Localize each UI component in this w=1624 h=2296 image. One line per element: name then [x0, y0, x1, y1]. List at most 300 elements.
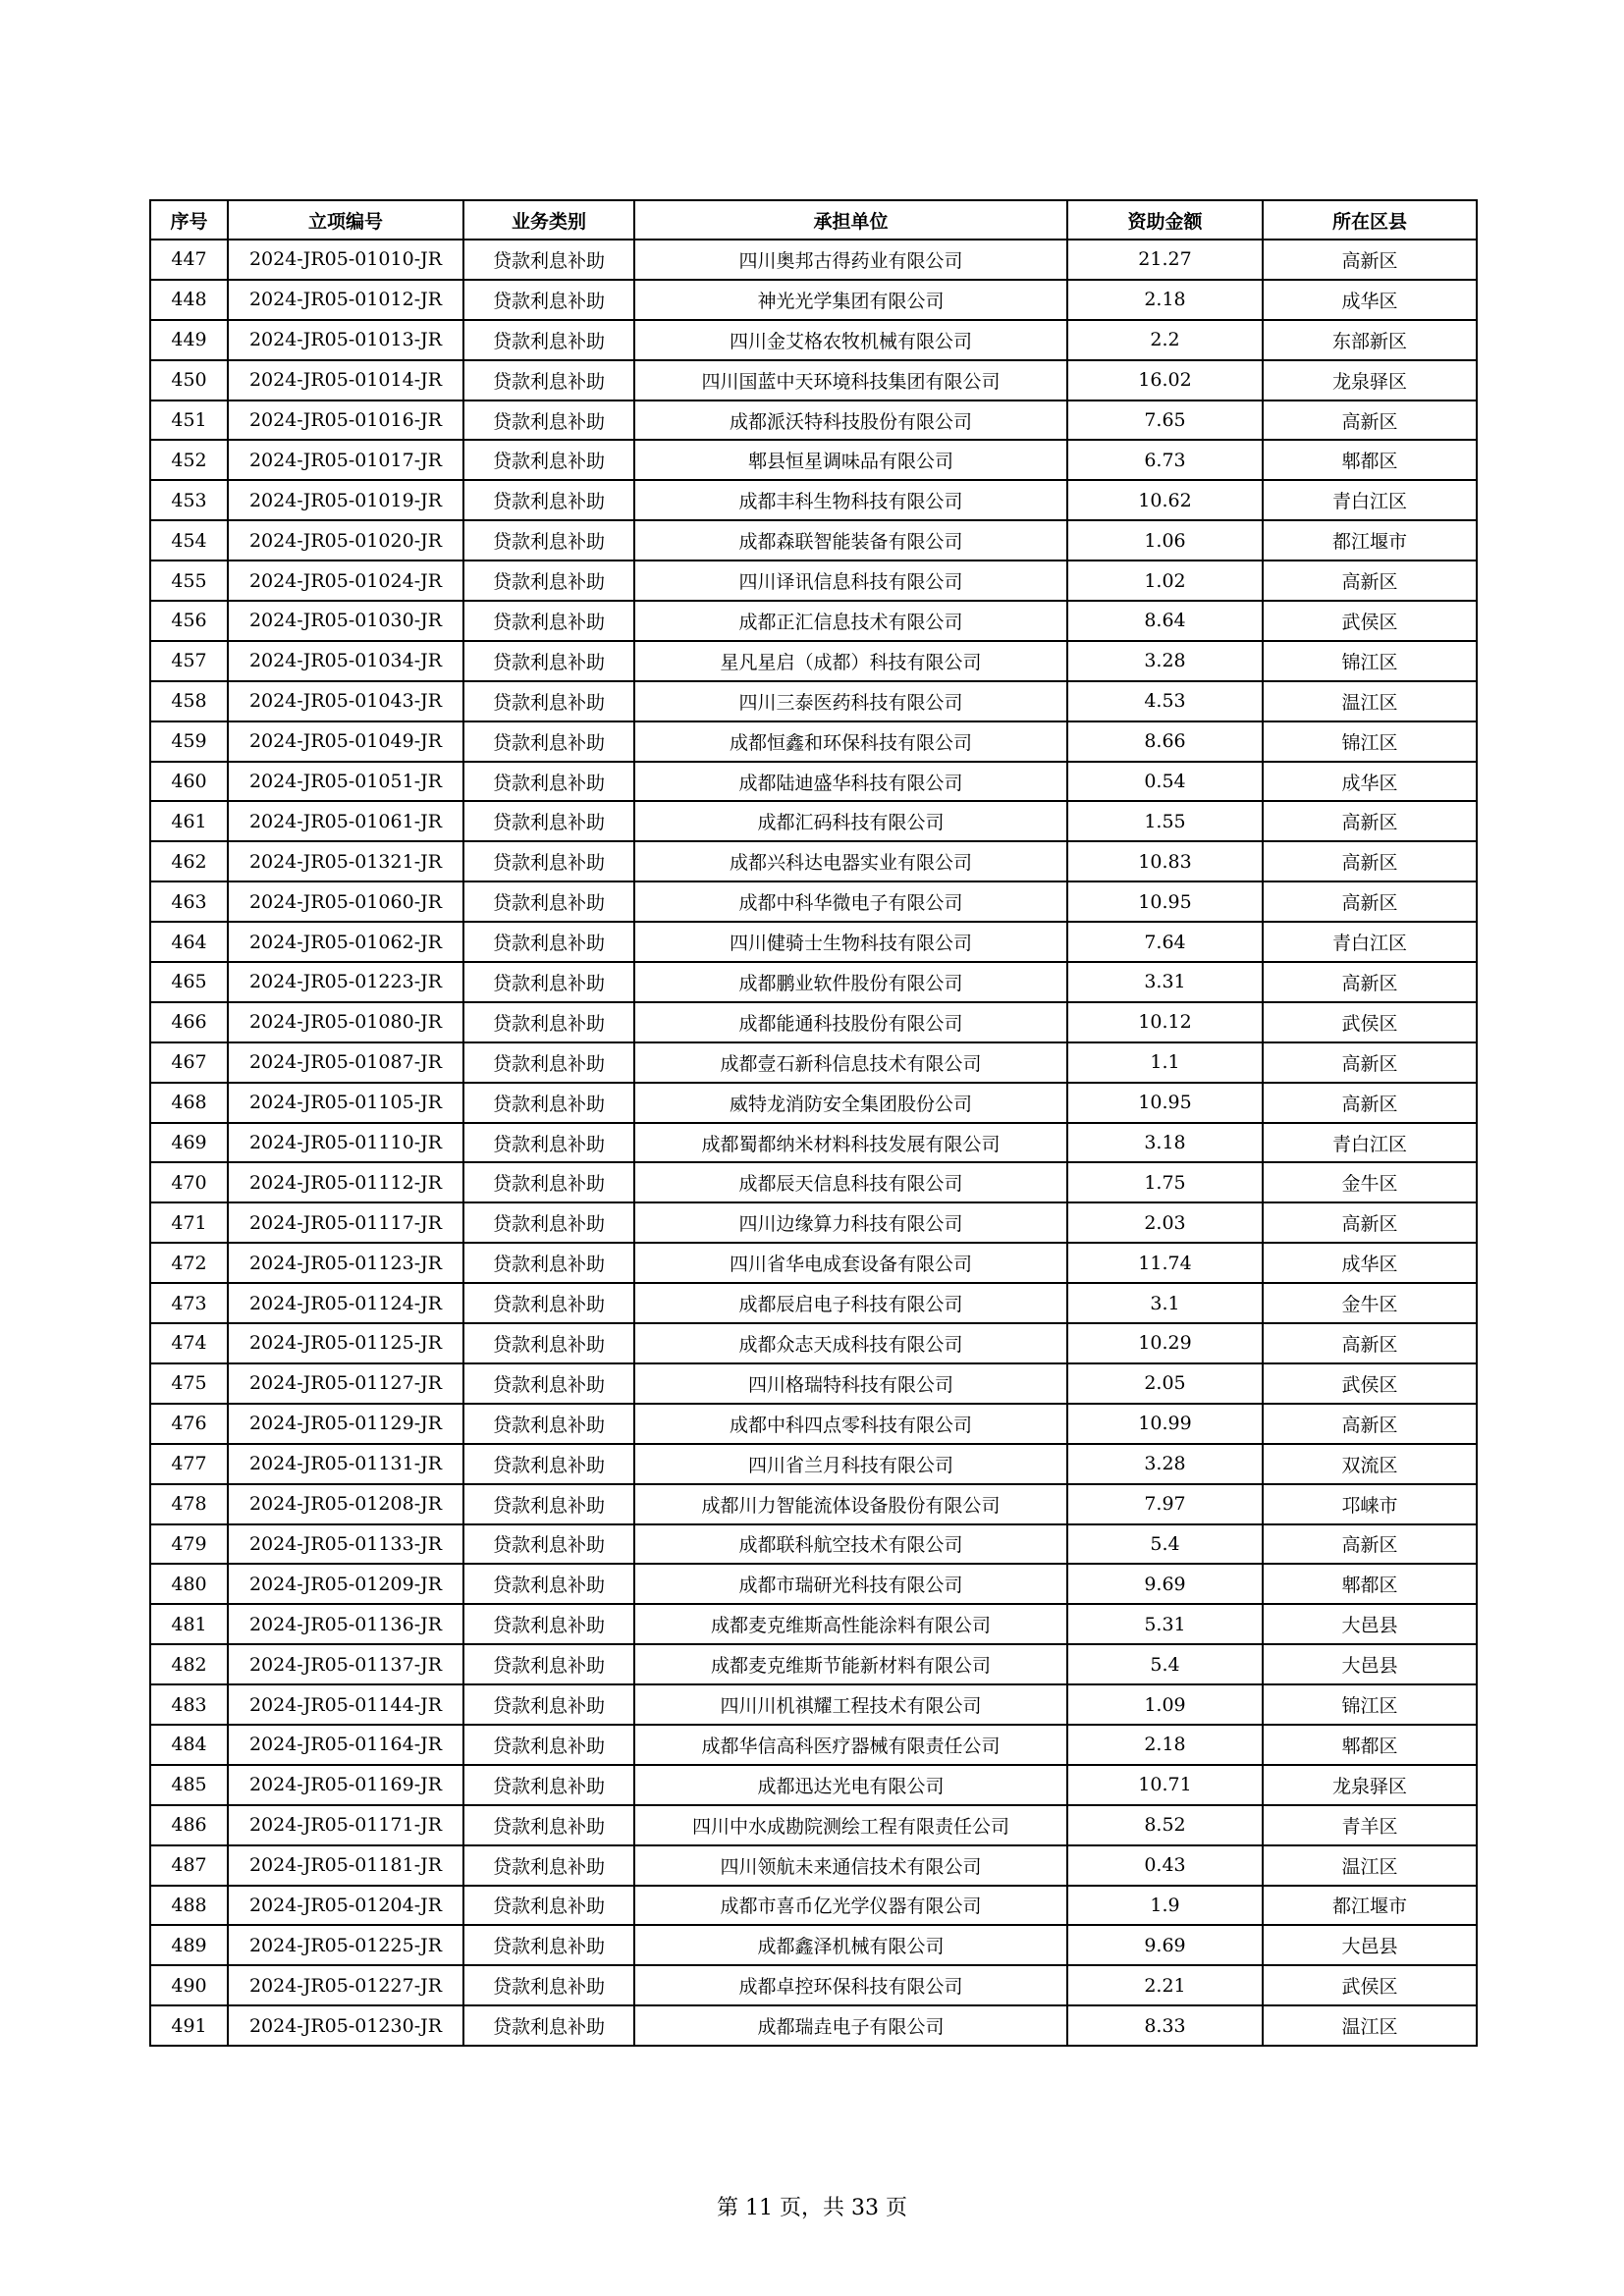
cell-district: 高新区	[1263, 962, 1477, 1002]
cell-amount: 3.1	[1067, 1283, 1263, 1323]
cell-district: 郫都区	[1263, 1564, 1477, 1604]
cell-company: 星凡星启（成都）科技有限公司	[634, 641, 1067, 681]
table-row	[150, 480, 1477, 520]
cell-project-id: 2024-JR05-01131-JR	[228, 1444, 463, 1484]
cell-index: 465	[150, 962, 228, 1002]
cell-project-id: 2024-JR05-01321-JR	[228, 841, 463, 881]
cell-project-id: 2024-JR05-01049-JR	[228, 721, 463, 762]
table-row	[150, 1484, 1477, 1524]
cell-index: 450	[150, 360, 228, 400]
table-row	[150, 240, 1477, 280]
cell-index: 487	[150, 1845, 228, 1886]
funding-table	[149, 199, 1478, 2047]
cell-business-type: 贷款利息补助	[463, 400, 634, 441]
cell-company: 四川奥邦古得药业有限公司	[634, 240, 1067, 280]
cell-project-id: 2024-JR05-01062-JR	[228, 922, 463, 962]
cell-district: 郫都区	[1263, 440, 1477, 480]
cell-amount: 11.74	[1067, 1243, 1263, 1283]
cell-business-type: 贷款利息补助	[463, 762, 634, 802]
table-row	[150, 962, 1477, 1002]
page-number: 第 11 页，共 33 页	[717, 2196, 907, 2220]
cell-company: 成都川力智能流体设备股份有限公司	[634, 1484, 1067, 1524]
cell-amount: 8.33	[1067, 2005, 1263, 2046]
cell-company: 成都蜀都纳米材料科技发展有限公司	[634, 1123, 1067, 1163]
cell-amount: 1.1	[1067, 1042, 1263, 1083]
cell-amount: 8.66	[1067, 721, 1263, 762]
cell-index: 469	[150, 1123, 228, 1163]
cell-business-type: 贷款利息补助	[463, 1644, 634, 1684]
cell-district: 高新区	[1263, 801, 1477, 841]
cell-amount: 7.64	[1067, 922, 1263, 962]
table-row	[150, 1765, 1477, 1805]
cell-project-id: 2024-JR05-01110-JR	[228, 1123, 463, 1163]
cell-project-id: 2024-JR05-01016-JR	[228, 400, 463, 441]
cell-project-id: 2024-JR05-01125-JR	[228, 1323, 463, 1363]
cell-index: 462	[150, 841, 228, 881]
cell-project-id: 2024-JR05-01129-JR	[228, 1404, 463, 1444]
cell-company: 四川川机祺耀工程技术有限公司	[634, 1684, 1067, 1725]
table-row	[150, 1323, 1477, 1363]
cell-amount: 10.29	[1067, 1323, 1263, 1363]
cell-project-id: 2024-JR05-01223-JR	[228, 962, 463, 1002]
cell-index: 463	[150, 881, 228, 922]
table-row	[150, 1123, 1477, 1163]
cell-index: 472	[150, 1243, 228, 1283]
cell-company: 四川中水成勘院测绘工程有限责任公司	[634, 1805, 1067, 1845]
cell-index: 475	[150, 1363, 228, 1404]
table-row	[150, 360, 1477, 400]
table-row	[150, 1886, 1477, 1926]
table-row	[150, 1363, 1477, 1404]
cell-business-type: 贷款利息补助	[463, 841, 634, 881]
table-row	[150, 1805, 1477, 1845]
cell-business-type: 贷款利息补助	[463, 1845, 634, 1886]
table-row	[150, 1002, 1477, 1042]
cell-business-type: 贷款利息补助	[463, 2005, 634, 2046]
cell-business-type: 贷款利息补助	[463, 320, 634, 360]
table-row	[150, 1444, 1477, 1484]
cell-project-id: 2024-JR05-01017-JR	[228, 440, 463, 480]
cell-company: 成都鑫泽机械有限公司	[634, 1925, 1067, 1965]
cell-amount: 2.05	[1067, 1363, 1263, 1404]
cell-business-type: 贷款利息补助	[463, 1404, 634, 1444]
cell-index: 449	[150, 320, 228, 360]
cell-district: 郫都区	[1263, 1725, 1477, 1765]
table-row	[150, 1925, 1477, 1965]
cell-district: 温江区	[1263, 1845, 1477, 1886]
cell-business-type: 贷款利息补助	[463, 1484, 634, 1524]
table-row	[150, 881, 1477, 922]
cell-project-id: 2024-JR05-01144-JR	[228, 1684, 463, 1725]
table-row	[150, 1725, 1477, 1765]
cell-company: 成都麦克维斯高性能涂料有限公司	[634, 1604, 1067, 1644]
table-row	[150, 1644, 1477, 1684]
cell-company: 成都中科华微电子有限公司	[634, 881, 1067, 922]
table-row	[150, 1202, 1477, 1243]
cell-company: 四川边缘算力科技有限公司	[634, 1202, 1067, 1243]
header-business-type: 业务类别	[463, 200, 634, 240]
table-row	[150, 1404, 1477, 1444]
table-row	[150, 1283, 1477, 1323]
cell-business-type: 贷款利息补助	[463, 1684, 634, 1725]
cell-index: 488	[150, 1886, 228, 1926]
cell-amount: 3.18	[1067, 1123, 1263, 1163]
table-row	[150, 520, 1477, 561]
cell-district: 武侯区	[1263, 1965, 1477, 2005]
table-row	[150, 1604, 1477, 1644]
cell-business-type: 贷款利息补助	[463, 1243, 634, 1283]
cell-business-type: 贷款利息补助	[463, 962, 634, 1002]
cell-business-type: 贷款利息补助	[463, 240, 634, 280]
cell-company: 成都市瑞研光科技有限公司	[634, 1564, 1067, 1604]
cell-business-type: 贷款利息补助	[463, 1444, 634, 1484]
cell-company: 成都辰天信息科技有限公司	[634, 1162, 1067, 1202]
cell-company: 成都麦克维斯节能新材料有限公司	[634, 1644, 1067, 1684]
cell-district: 高新区	[1263, 1083, 1477, 1123]
cell-business-type: 贷款利息补助	[463, 1925, 634, 1965]
cell-company: 成都卓控环保科技有限公司	[634, 1965, 1067, 2005]
table-row	[150, 681, 1477, 721]
cell-project-id: 2024-JR05-01043-JR	[228, 681, 463, 721]
cell-company: 成都陆迪盛华科技有限公司	[634, 762, 1067, 802]
cell-project-id: 2024-JR05-01112-JR	[228, 1162, 463, 1202]
cell-amount: 1.06	[1067, 520, 1263, 561]
cell-project-id: 2024-JR05-01127-JR	[228, 1363, 463, 1404]
cell-project-id: 2024-JR05-01137-JR	[228, 1644, 463, 1684]
cell-business-type: 贷款利息补助	[463, 1725, 634, 1765]
table-row	[150, 1965, 1477, 2005]
cell-amount: 10.71	[1067, 1765, 1263, 1805]
cell-company: 成都辰启电子科技有限公司	[634, 1283, 1067, 1323]
cell-project-id: 2024-JR05-01051-JR	[228, 762, 463, 802]
cell-business-type: 贷款利息补助	[463, 1363, 634, 1404]
cell-district: 高新区	[1263, 561, 1477, 601]
cell-district: 双流区	[1263, 1444, 1477, 1484]
cell-district: 青白江区	[1263, 480, 1477, 520]
cell-project-id: 2024-JR05-01117-JR	[228, 1202, 463, 1243]
cell-index: 489	[150, 1925, 228, 1965]
cell-index: 466	[150, 1002, 228, 1042]
cell-index: 478	[150, 1484, 228, 1524]
cell-business-type: 贷款利息补助	[463, 1524, 634, 1565]
cell-business-type: 贷款利息补助	[463, 1886, 634, 1926]
cell-district: 大邑县	[1263, 1644, 1477, 1684]
cell-district: 东部新区	[1263, 320, 1477, 360]
cell-index: 483	[150, 1684, 228, 1725]
cell-district: 锦江区	[1263, 641, 1477, 681]
table-row	[150, 601, 1477, 641]
cell-index: 477	[150, 1444, 228, 1484]
cell-district: 温江区	[1263, 2005, 1477, 2046]
cell-district: 龙泉驿区	[1263, 360, 1477, 400]
cell-business-type: 贷款利息补助	[463, 721, 634, 762]
cell-business-type: 贷款利息补助	[463, 681, 634, 721]
cell-company: 成都汇码科技有限公司	[634, 801, 1067, 841]
cell-project-id: 2024-JR05-01227-JR	[228, 1965, 463, 2005]
cell-business-type: 贷款利息补助	[463, 1283, 634, 1323]
cell-district: 都江堰市	[1263, 1886, 1477, 1926]
cell-company: 成都华信高科医疗器械有限责任公司	[634, 1725, 1067, 1765]
cell-company: 成都中科四点零科技有限公司	[634, 1404, 1067, 1444]
cell-project-id: 2024-JR05-01024-JR	[228, 561, 463, 601]
cell-amount: 10.62	[1067, 480, 1263, 520]
cell-company: 四川译讯信息科技有限公司	[634, 561, 1067, 601]
table-row	[150, 1564, 1477, 1604]
cell-company: 成都壹石新科信息技术有限公司	[634, 1042, 1067, 1083]
table-row	[150, 1845, 1477, 1886]
cell-district: 金牛区	[1263, 1283, 1477, 1323]
cell-district: 成华区	[1263, 762, 1477, 802]
cell-index: 447	[150, 240, 228, 280]
cell-amount: 5.31	[1067, 1604, 1263, 1644]
cell-project-id: 2024-JR05-01123-JR	[228, 1243, 463, 1283]
cell-index: 464	[150, 922, 228, 962]
cell-company: 成都众志天成科技有限公司	[634, 1323, 1067, 1363]
cell-index: 467	[150, 1042, 228, 1083]
cell-project-id: 2024-JR05-01020-JR	[228, 520, 463, 561]
table-row	[150, 1083, 1477, 1123]
cell-amount: 10.83	[1067, 841, 1263, 881]
cell-business-type: 贷款利息补助	[463, 360, 634, 400]
cell-amount: 3.28	[1067, 641, 1263, 681]
cell-district: 高新区	[1263, 1404, 1477, 1444]
cell-business-type: 贷款利息补助	[463, 480, 634, 520]
cell-index: 474	[150, 1323, 228, 1363]
cell-project-id: 2024-JR05-01087-JR	[228, 1042, 463, 1083]
cell-index: 476	[150, 1404, 228, 1444]
cell-amount: 10.99	[1067, 1404, 1263, 1444]
cell-business-type: 贷款利息补助	[463, 1042, 634, 1083]
cell-index: 452	[150, 440, 228, 480]
cell-business-type: 贷款利息补助	[463, 1805, 634, 1845]
cell-district: 高新区	[1263, 1042, 1477, 1083]
cell-index: 471	[150, 1202, 228, 1243]
cell-amount: 1.02	[1067, 561, 1263, 601]
cell-project-id: 2024-JR05-01204-JR	[228, 1886, 463, 1926]
cell-amount: 3.31	[1067, 962, 1263, 1002]
cell-amount: 1.75	[1067, 1162, 1263, 1202]
cell-amount: 6.73	[1067, 440, 1263, 480]
cell-company: 四川健骑士生物科技有限公司	[634, 922, 1067, 962]
cell-business-type: 贷款利息补助	[463, 881, 634, 922]
cell-company: 威特龙消防安全集团股份公司	[634, 1083, 1067, 1123]
cell-project-id: 2024-JR05-01133-JR	[228, 1524, 463, 1565]
cell-project-id: 2024-JR05-01080-JR	[228, 1002, 463, 1042]
cell-business-type: 贷款利息补助	[463, 561, 634, 601]
table-row	[150, 320, 1477, 360]
cell-index: 458	[150, 681, 228, 721]
table-row	[150, 801, 1477, 841]
cell-project-id: 2024-JR05-01105-JR	[228, 1083, 463, 1123]
cell-amount: 2.18	[1067, 280, 1263, 320]
cell-amount: 3.28	[1067, 1444, 1263, 1484]
cell-project-id: 2024-JR05-01209-JR	[228, 1564, 463, 1604]
cell-amount: 10.12	[1067, 1002, 1263, 1042]
table-row	[150, 922, 1477, 962]
cell-project-id: 2024-JR05-01010-JR	[228, 240, 463, 280]
cell-index: 460	[150, 762, 228, 802]
cell-index: 473	[150, 1283, 228, 1323]
cell-business-type: 贷款利息补助	[463, 641, 634, 681]
cell-amount: 5.4	[1067, 1524, 1263, 1565]
cell-amount: 1.55	[1067, 801, 1263, 841]
cell-company: 成都恒鑫和环保科技有限公司	[634, 721, 1067, 762]
cell-amount: 5.4	[1067, 1644, 1263, 1684]
cell-project-id: 2024-JR05-01013-JR	[228, 320, 463, 360]
table-row	[150, 721, 1477, 762]
cell-amount: 1.09	[1067, 1684, 1263, 1725]
cell-company: 成都迅达光电有限公司	[634, 1765, 1067, 1805]
table-row	[150, 641, 1477, 681]
cell-index: 470	[150, 1162, 228, 1202]
header-district: 所在区县	[1263, 200, 1477, 240]
cell-project-id: 2024-JR05-01034-JR	[228, 641, 463, 681]
cell-district: 成华区	[1263, 280, 1477, 320]
cell-amount: 10.95	[1067, 1083, 1263, 1123]
cell-district: 都江堰市	[1263, 520, 1477, 561]
cell-district: 高新区	[1263, 400, 1477, 441]
cell-amount: 8.52	[1067, 1805, 1263, 1845]
cell-project-id: 2024-JR05-01225-JR	[228, 1925, 463, 1965]
cell-business-type: 贷款利息补助	[463, 1162, 634, 1202]
cell-project-id: 2024-JR05-01124-JR	[228, 1283, 463, 1323]
cell-district: 青白江区	[1263, 922, 1477, 962]
cell-amount: 7.65	[1067, 400, 1263, 441]
cell-district: 大邑县	[1263, 1604, 1477, 1644]
table-row	[150, 762, 1477, 802]
header-company: 承担单位	[634, 200, 1067, 240]
cell-index: 453	[150, 480, 228, 520]
cell-project-id: 2024-JR05-01169-JR	[228, 1765, 463, 1805]
cell-amount: 4.53	[1067, 681, 1263, 721]
cell-company: 四川金艾格农牧机械有限公司	[634, 320, 1067, 360]
header-amount: 资助金额	[1067, 200, 1263, 240]
cell-amount: 2.21	[1067, 1965, 1263, 2005]
cell-business-type: 贷款利息补助	[463, 1123, 634, 1163]
cell-business-type: 贷款利息补助	[463, 1002, 634, 1042]
cell-project-id: 2024-JR05-01030-JR	[228, 601, 463, 641]
cell-index: 482	[150, 1644, 228, 1684]
cell-company: 成都联科航空技术有限公司	[634, 1524, 1067, 1565]
cell-project-id: 2024-JR05-01014-JR	[228, 360, 463, 400]
cell-company: 四川领航未来通信技术有限公司	[634, 1845, 1067, 1886]
cell-company: 成都兴科达电器实业有限公司	[634, 841, 1067, 881]
cell-business-type: 贷款利息补助	[463, 1083, 634, 1123]
cell-business-type: 贷款利息补助	[463, 1323, 634, 1363]
table-row	[150, 1162, 1477, 1202]
cell-amount: 9.69	[1067, 1564, 1263, 1604]
cell-district: 金牛区	[1263, 1162, 1477, 1202]
cell-project-id: 2024-JR05-01164-JR	[228, 1725, 463, 1765]
table-row	[150, 841, 1477, 881]
cell-amount: 0.54	[1067, 762, 1263, 802]
cell-project-id: 2024-JR05-01061-JR	[228, 801, 463, 841]
table-row	[150, 2005, 1477, 2046]
cell-index: 480	[150, 1564, 228, 1604]
cell-company: 成都森联智能装备有限公司	[634, 520, 1067, 561]
table-row	[150, 1042, 1477, 1083]
cell-index: 485	[150, 1765, 228, 1805]
cell-business-type: 贷款利息补助	[463, 1965, 634, 2005]
cell-amount: 16.02	[1067, 360, 1263, 400]
cell-index: 454	[150, 520, 228, 561]
cell-index: 456	[150, 601, 228, 641]
cell-district: 武侯区	[1263, 601, 1477, 641]
cell-company: 成都丰科生物科技有限公司	[634, 480, 1067, 520]
cell-business-type: 贷款利息补助	[463, 1765, 634, 1805]
cell-company: 成都能通科技股份有限公司	[634, 1002, 1067, 1042]
cell-project-id: 2024-JR05-01019-JR	[228, 480, 463, 520]
table-row	[150, 1684, 1477, 1725]
cell-district: 锦江区	[1263, 721, 1477, 762]
cell-project-id: 2024-JR05-01208-JR	[228, 1484, 463, 1524]
cell-business-type: 贷款利息补助	[463, 801, 634, 841]
cell-business-type: 贷款利息补助	[463, 520, 634, 561]
cell-company: 神光光学集团有限公司	[634, 280, 1067, 320]
cell-amount: 9.69	[1067, 1925, 1263, 1965]
cell-district: 青羊区	[1263, 1805, 1477, 1845]
cell-project-id: 2024-JR05-01171-JR	[228, 1805, 463, 1845]
cell-amount: 2.18	[1067, 1725, 1263, 1765]
table-row	[150, 561, 1477, 601]
cell-project-id: 2024-JR05-01136-JR	[228, 1604, 463, 1644]
cell-business-type: 贷款利息补助	[463, 1202, 634, 1243]
cell-amount: 10.95	[1067, 881, 1263, 922]
table-row	[150, 1243, 1477, 1283]
table-row	[150, 400, 1477, 441]
cell-index: 484	[150, 1725, 228, 1765]
header-project-id: 立项编号	[228, 200, 463, 240]
cell-district: 高新区	[1263, 240, 1477, 280]
table-row	[150, 440, 1477, 480]
cell-district: 高新区	[1263, 1202, 1477, 1243]
cell-index: 491	[150, 2005, 228, 2046]
cell-amount: 0.43	[1067, 1845, 1263, 1886]
cell-business-type: 贷款利息补助	[463, 280, 634, 320]
cell-district: 武侯区	[1263, 1363, 1477, 1404]
table-body	[150, 240, 1477, 2046]
cell-index: 455	[150, 561, 228, 601]
cell-district: 大邑县	[1263, 1925, 1477, 1965]
cell-amount: 8.64	[1067, 601, 1263, 641]
cell-project-id: 2024-JR05-01230-JR	[228, 2005, 463, 2046]
cell-amount: 2.03	[1067, 1202, 1263, 1243]
cell-business-type: 贷款利息补助	[463, 1564, 634, 1604]
cell-district: 青白江区	[1263, 1123, 1477, 1163]
cell-district: 锦江区	[1263, 1684, 1477, 1725]
cell-company: 成都瑞垚电子有限公司	[634, 2005, 1067, 2046]
cell-district: 邛崃市	[1263, 1484, 1477, 1524]
cell-district: 温江区	[1263, 681, 1477, 721]
cell-amount: 7.97	[1067, 1484, 1263, 1524]
cell-district: 高新区	[1263, 841, 1477, 881]
cell-amount: 1.9	[1067, 1886, 1263, 1926]
cell-business-type: 贷款利息补助	[463, 1604, 634, 1644]
cell-index: 490	[150, 1965, 228, 2005]
table-row	[150, 280, 1477, 320]
cell-company: 成都正汇信息技术有限公司	[634, 601, 1067, 641]
cell-index: 459	[150, 721, 228, 762]
cell-index: 479	[150, 1524, 228, 1565]
header-index: 序号	[150, 200, 228, 240]
cell-district: 高新区	[1263, 1323, 1477, 1363]
cell-company: 四川三泰医药科技有限公司	[634, 681, 1067, 721]
cell-index: 461	[150, 801, 228, 841]
cell-district: 武侯区	[1263, 1002, 1477, 1042]
cell-project-id: 2024-JR05-01012-JR	[228, 280, 463, 320]
cell-company: 成都市喜币亿光学仪器有限公司	[634, 1886, 1067, 1926]
cell-district: 成华区	[1263, 1243, 1477, 1283]
